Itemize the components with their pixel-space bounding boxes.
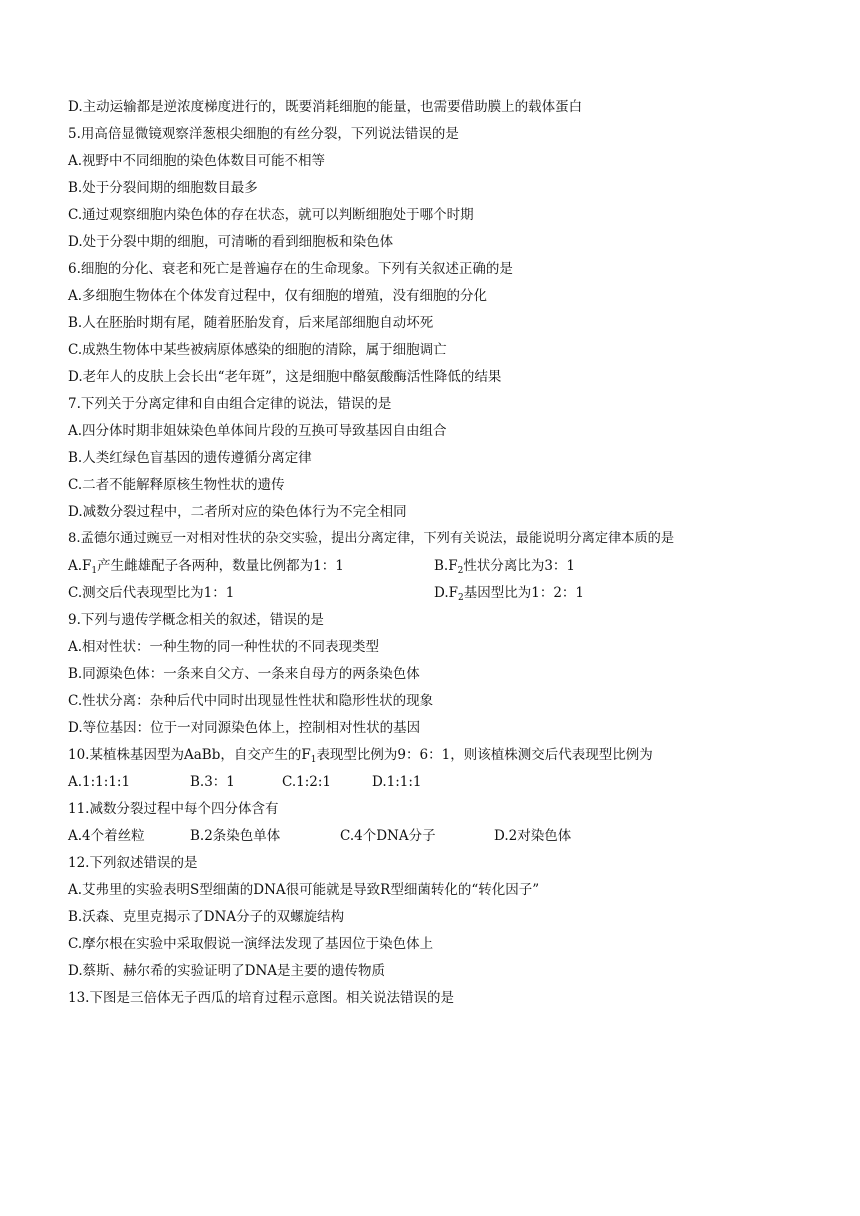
option-line: A.艾弗里的实验表明S型细菌的DNA很可能就是导致R型细菌转化的“转化因子”	[68, 882, 540, 898]
q8-option-b: $B.F_2$性状分离比为3：1	[434, 558, 576, 576]
q8-option-a: $A.F_1$产生雌雄配子各两种，数量比例都为1：1	[68, 558, 344, 576]
option-line: B.人在胚胎时期有尾，随着胚胎发育，后来尾部细胞自动坏死	[68, 315, 434, 331]
option-line: C.摩尔根在实验中采取假说一演绎法发现了基因位于染色体上	[68, 936, 434, 952]
question-10-stem: 10.某植株基因型为AaBb，自交产生的$F_1$表现型比例为9：6：1，则该植株测交后代表现型比例为	[68, 747, 653, 765]
text-line: D.主动运输都是逆浓度梯度进行的，既要消耗细胞的能量，也需要借助膜上的载体蛋白	[68, 99, 583, 115]
option-line: B.同源染色体：一条来自父方、一条来自母方的两条染色体	[68, 666, 420, 682]
option-line: C.性状分离：杂种后代中同时出现显性性状和隐形性状的现象	[68, 693, 434, 709]
option-line: D.老年人的皮肤上会长出“老年斑”，这是细胞中酪氨酸酶活性降低的结果	[68, 369, 502, 385]
option-line: A.视野中不同细胞的染色体数目可能不相等	[68, 153, 326, 169]
q11-option-c: C.4个DNA分子	[340, 828, 436, 844]
option-line: D.处于分裂中期的细胞，可清晰的看到细胞板和染色体	[68, 234, 394, 250]
question-11-stem: 11.减数分裂过程中每个四分体含有	[68, 801, 279, 817]
question-9-stem: 9.下列与遗传学概念相关的叙述，错误的是	[68, 612, 324, 628]
option-line: C.二者不能解释原核生物性状的遗传	[68, 477, 285, 493]
option-line: B.人类红绿色盲基因的遗传遵循分离定律	[68, 450, 312, 466]
q10-option-b: B.3：1	[190, 774, 235, 790]
question-6-stem: 6.细胞的分化、衰老和死亡是普遍存在的生命现象。下列有关叙述正确的是	[68, 261, 513, 277]
question-5-stem: 5.用高倍显微镜观察洋葱根尖细胞的有丝分裂，下列说法错误的是	[68, 126, 459, 142]
question-7-stem: 7.下列关于分离定律和自由组合定律的说法，错误的是	[68, 396, 392, 412]
question-12-stem: 12.下列叙述错误的是	[68, 855, 198, 871]
option-line: B.处于分裂间期的细胞数目最多	[68, 180, 258, 196]
q11-option-a: A.4个着丝粒	[68, 828, 145, 844]
q10-option-d: D.1:1:1	[372, 774, 422, 790]
option-line: D.减数分裂过程中，二者所对应的染色体行为不完全相同	[68, 504, 407, 520]
q8-option-c: C.测交后代表现型比为1：1	[68, 585, 235, 601]
q10-option-c: C.1:2:1	[282, 774, 332, 790]
q10-option-a: A.1:1:1:1	[68, 774, 131, 790]
q11-option-d: D.2对染色体	[494, 828, 572, 844]
option-line: D.蔡斯、赫尔希的实验证明了DNA是主要的遗传物质	[68, 963, 386, 979]
option-line: B.沃森、克里克揭示了DNA分子的双螺旋结构	[68, 909, 345, 925]
option-line: C.成熟生物体中某些被病原体感染的细胞的清除，属于细胞调亡	[68, 342, 447, 358]
option-line: C.通过观察细胞内染色体的存在状态，就可以判断细胞处于哪个时期	[68, 207, 474, 223]
option-line: A.相对性状：一种生物的同一种性状的不同表现类型	[68, 639, 380, 655]
q8-option-d: $D.F_2$基因型比为1：2：1	[434, 585, 585, 603]
question-8-stem: 8.孟德尔通过豌豆一对相对性状的杂交实验，提出分离定律，下列有关说法，最能说明分离定律本质的是	[68, 531, 675, 546]
option-line: A.多细胞生物体在个体发育过程中，仅有细胞的增殖，没有细胞的分化	[68, 288, 488, 304]
option-line: D.等位基因：位于一对同源染色体上，控制相对性状的基因	[68, 720, 421, 736]
option-line: A.四分体时期非姐妹染色单体间片段的互换可导致基因自由组合	[68, 423, 447, 439]
question-13-stem: 13.下图是三倍体无子西瓜的培育过程示意图。相关说法错误的是	[68, 990, 454, 1006]
q11-option-b: B.2条染色单体	[190, 828, 281, 844]
